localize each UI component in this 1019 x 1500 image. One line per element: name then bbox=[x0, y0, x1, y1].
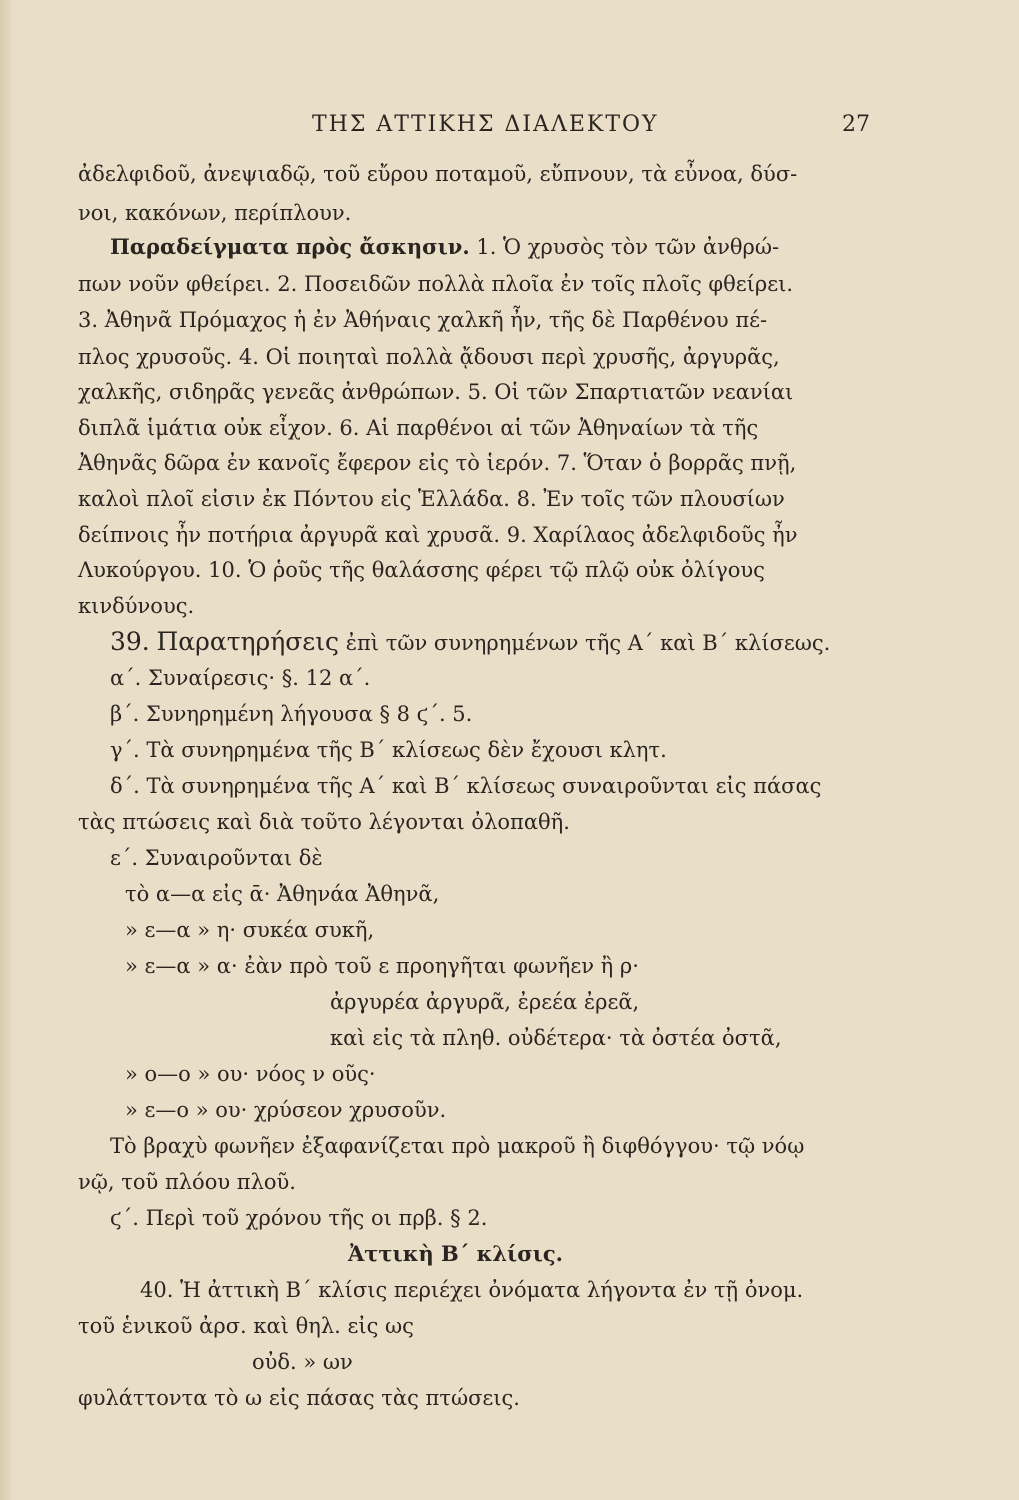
page-header bbox=[0, 112, 1019, 142]
text-line: διπλᾶ ἱμάτια οὐκ εἶχον. 6. Αἱ παρθένοι αἱ τῶν Ἀθηναίων τὰ τῆς bbox=[78, 416, 759, 440]
text-line: χαλκῆς, σιδηρᾶς γενεᾶς ἀνθρώπων. 5. Οἱ τῶν Σπαρτιατῶν νεανίαι bbox=[78, 380, 794, 404]
text-line: δ΄. Τὰ συνηρημένα τῆς Α΄ καὶ Β΄ κλίσεως συναιροῦνται εἰς πάσας bbox=[110, 774, 822, 798]
text-line: γ΄. Τὰ συνηρημένα τῆς Β΄ κλίσεως δὲν ἔχουσι κλητ. bbox=[110, 738, 667, 762]
text-line: 3. Ἀθηνᾶ Πρόμαχος ἡ ἐν Ἀθήναις χαλκῆ ἦν, τῆς δὲ Παρθένου πέ- bbox=[78, 308, 768, 332]
exercise-line bbox=[110, 233, 779, 261]
text-line: καὶ εἰς τὰ πληθ. οὐδέτερα· τὰ ὀστέα ὀστᾶ, bbox=[330, 1026, 782, 1050]
text-line: τὸ α—α εἰς ᾱ· Ἀθηνάα Ἀθηνᾶ, bbox=[125, 882, 440, 906]
text-line: καλοὶ πλοῖ εἰσιν ἐκ Πόντου εἰς Ἑλλάδα. 8. Ἐν τοῖς τῶν πλουσίων bbox=[78, 487, 785, 511]
text-line: ε΄. Συναιροῦνται δὲ bbox=[110, 846, 323, 870]
section-39-heading bbox=[110, 628, 830, 657]
text-line: κινδύνους. bbox=[78, 594, 195, 618]
text-line: οὐδ. » ων bbox=[252, 1350, 353, 1374]
text-line: » ε—α » η· συκέα συκῆ, bbox=[125, 918, 375, 942]
text-line: δείπνοις ἦν ποτήρια ἀργυρᾶ καὶ χρυσᾶ. 9. Χαρίλαος ἀδελφιδοῦς ἦν bbox=[78, 523, 798, 547]
text-line: πλος χρυσοῦς. 4. Οἱ ποιηταὶ πολλὰ ᾄδουσι περὶ χρυσῆς, ἀργυρᾶς, bbox=[78, 345, 780, 369]
section-title: Παρατηρήσεις bbox=[156, 627, 340, 656]
text-line: » ε—α » α· ἐὰν πρὸ τοῦ ε προηγῆται φωνῆεν ἢ ρ· bbox=[125, 954, 639, 978]
page-number: 27 bbox=[842, 112, 870, 137]
text-span: ἐπὶ τῶν συνηρημένων τῆς Α΄ καὶ Β΄ κλίσεως. bbox=[345, 631, 831, 655]
text-line: 40. Ἡ ἀττικὴ Β΄ κλίσις περιέχει ὀνόματα λήγοντα ἐν τῇ ὀνομ. bbox=[140, 1278, 804, 1302]
text-line: ἀργυρέα ἀργυρᾶ, ἐρεέα ἐρεᾶ, bbox=[330, 990, 640, 1014]
text-line: Λυκούργου. 10. Ὁ ῥοῦς τῆς θαλάσσης φέρει τῷ πλῷ οὐκ ὀλίγους bbox=[78, 558, 765, 582]
subheading: Ἀττικὴ Β΄ κλίσις. bbox=[348, 1241, 563, 1266]
running-head: ΤΗΣ ΑΤΤΙΚΗΣ ΔΙΑΛΕΚΤΟΥ bbox=[312, 112, 659, 137]
text-line: β΄. Συνηρημένη λήγουσα § 8 ϛ΄. 5. bbox=[110, 702, 473, 726]
text-line: φυλάττοντα τὸ ω εἰς πάσας τὰς πτώσεις. bbox=[78, 1386, 520, 1410]
text-line: νῷ, τοῦ πλόου πλοῦ. bbox=[78, 1170, 296, 1194]
page-edge bbox=[0, 0, 14, 1500]
text-line: πων νοῦν φθείρει. 2. Ποσειδῶν πολλὰ πλοῖα ἐν τοῖς πλοῖς φθείρει. bbox=[78, 272, 794, 296]
exercise-heading: Παραδείγματα πρὸς ἄσκησιν. bbox=[110, 234, 470, 259]
section-number: 39. bbox=[110, 627, 150, 656]
text-line: ϛ΄. Περὶ τοῦ χρόνου τῆς οι πρβ. § 2. bbox=[110, 1206, 488, 1230]
text-line: α΄. Συναίρεσις· §. 12 α΄. bbox=[110, 666, 371, 690]
text-line: τὰς πτώσεις καὶ διὰ τοῦτο λέγονται ὀλοπαθῆ. bbox=[78, 810, 570, 834]
text-line: » ε—ο » ου· χρύσεον χρυσοῦν. bbox=[125, 1098, 447, 1122]
text-line: Τὸ βραχὺ φωνῆεν ἐξαφανίζεται πρὸ μακροῦ ἢ διφθόγγου· τῷ νόῳ bbox=[110, 1134, 805, 1158]
text-line: νοι, κακόνων, περίπλουν. bbox=[78, 201, 352, 225]
text-span: 1. Ὁ χρυσὸς τὸν τῶν ἀνθρώ- bbox=[469, 235, 780, 259]
text-line: » ο—ο » ου· νόος ν οῦς· bbox=[125, 1062, 376, 1086]
text-line: ἀδελφιδοῦ, ἀνεψιαδῷ, τοῦ εὔρου ποταμοῦ, εὔπνουν, τὰ εὖνοα, δύσ- bbox=[78, 162, 798, 186]
text-line: τοῦ ἑνικοῦ ἀρσ. καὶ θηλ. εἰς ως bbox=[78, 1314, 414, 1338]
text-line: Ἀθηνᾶς δῶρα ἐν κανοῖς ἔφερον εἰς τὸ ἱερόν. 7. Ὅταν ὁ βορρᾶς πνῇ, bbox=[78, 451, 797, 475]
